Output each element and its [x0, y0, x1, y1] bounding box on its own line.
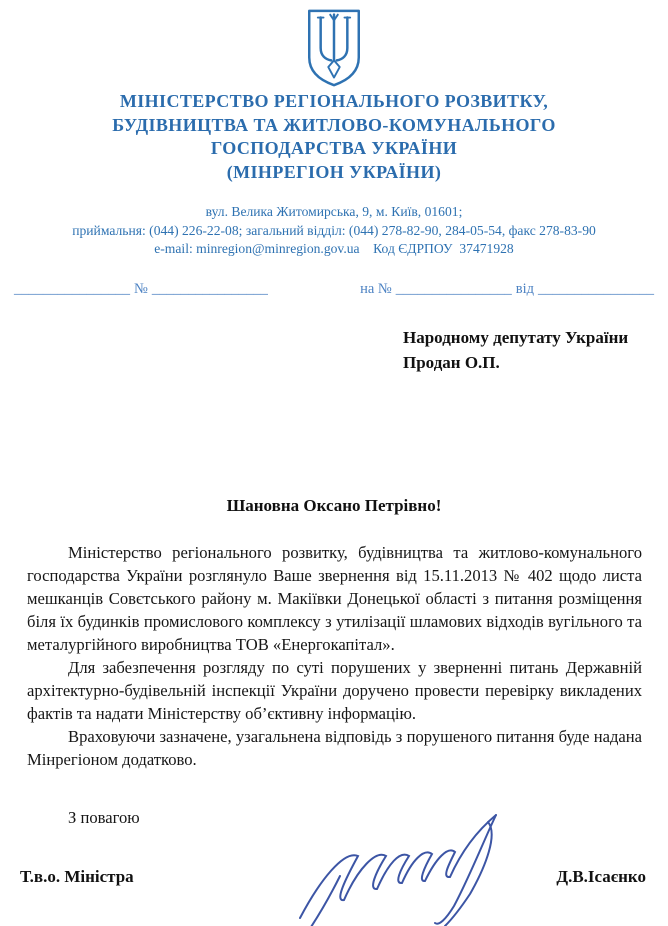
outgoing-date-blank: ________________ — [14, 281, 130, 297]
body-paragraph-3: Враховуючи зазначене, узагальнена відповідь з порушеного питання буде надана Мінрегіоном додатково. — [27, 727, 642, 769]
address-email-line: e-mail: minregion@minregion.gov.ua Код ЄДРПОУ 37471928 — [154, 241, 514, 256]
incoming-date-label: від — [515, 281, 534, 297]
incoming-number-label: на № — [360, 281, 392, 297]
signer-name: Д.В.Ісаєнко — [556, 867, 646, 886]
outgoing-number-blank: ________________ — [151, 281, 268, 297]
recipient-block — [403, 325, 628, 375]
address-street-line: вул. Велика Житомирська, 9, м. Київ, 01601; — [205, 204, 463, 219]
incoming-date-blank: ________________ — [538, 281, 654, 297]
reference-number-line — [14, 281, 654, 298]
ukraine-trident-emblem-icon — [305, 8, 363, 88]
title-line-2: БУДІВНИЦТВА ТА ЖИТЛОВО-КОМУНАЛЬНОГО — [112, 114, 556, 135]
handwritten-signature — [292, 806, 524, 926]
incoming-number-blank: ________________ — [395, 281, 512, 297]
ministry-contact-block — [0, 203, 668, 259]
signer-position: Т.в.о. Міністра — [20, 867, 134, 886]
title-line-3: ГОСПОДАРСТВА УКРАЇНИ — [210, 138, 458, 158]
closing-regards: З повагою — [68, 808, 140, 827]
salutation: Шановна Оксано Петрівно! — [226, 496, 442, 515]
recipient-name: Продан О.П. — [403, 353, 500, 372]
recipient-title: Народному депутату України — [403, 328, 629, 347]
ministry-title — [0, 90, 668, 184]
title-line-1: МІНІСТЕРСТВО РЕГІОНАЛЬНОГО РОЗВИТКУ, — [119, 91, 549, 111]
number-sign-label: № — [134, 281, 148, 297]
letter-body — [27, 541, 642, 771]
address-phone-line: приймальня: (044) 226-22-08; загальний відділ: (044) 278-82-90, 284-05-54, факс 278-83-90 — [72, 222, 596, 238]
title-line-4: (МІНРЕГІОН УКРАЇНИ) — [226, 161, 442, 182]
body-paragraph-2: Для забезпечення розгляду по суті порушених у зверненні питань Державній архітектурно-будівельній інспекції України доручено провести перевірку викладених фактів та надати Міністерству об’єктивну інформацію. — [27, 658, 642, 723]
body-paragraph-1: Міністерство регіонального розвитку, будівництва та житлово-комунального господарства України розглянуло Ваше звернення від 15.11.2013 № 402 щодо листа мешканців Совєтського району м. Макіївки Донецької області з питання розміщення біля їх будинків промислового комплексу з утилізації шламових відходів вугільного та металургійного виробництва ТОВ «Енергокапітал». — [27, 543, 642, 654]
